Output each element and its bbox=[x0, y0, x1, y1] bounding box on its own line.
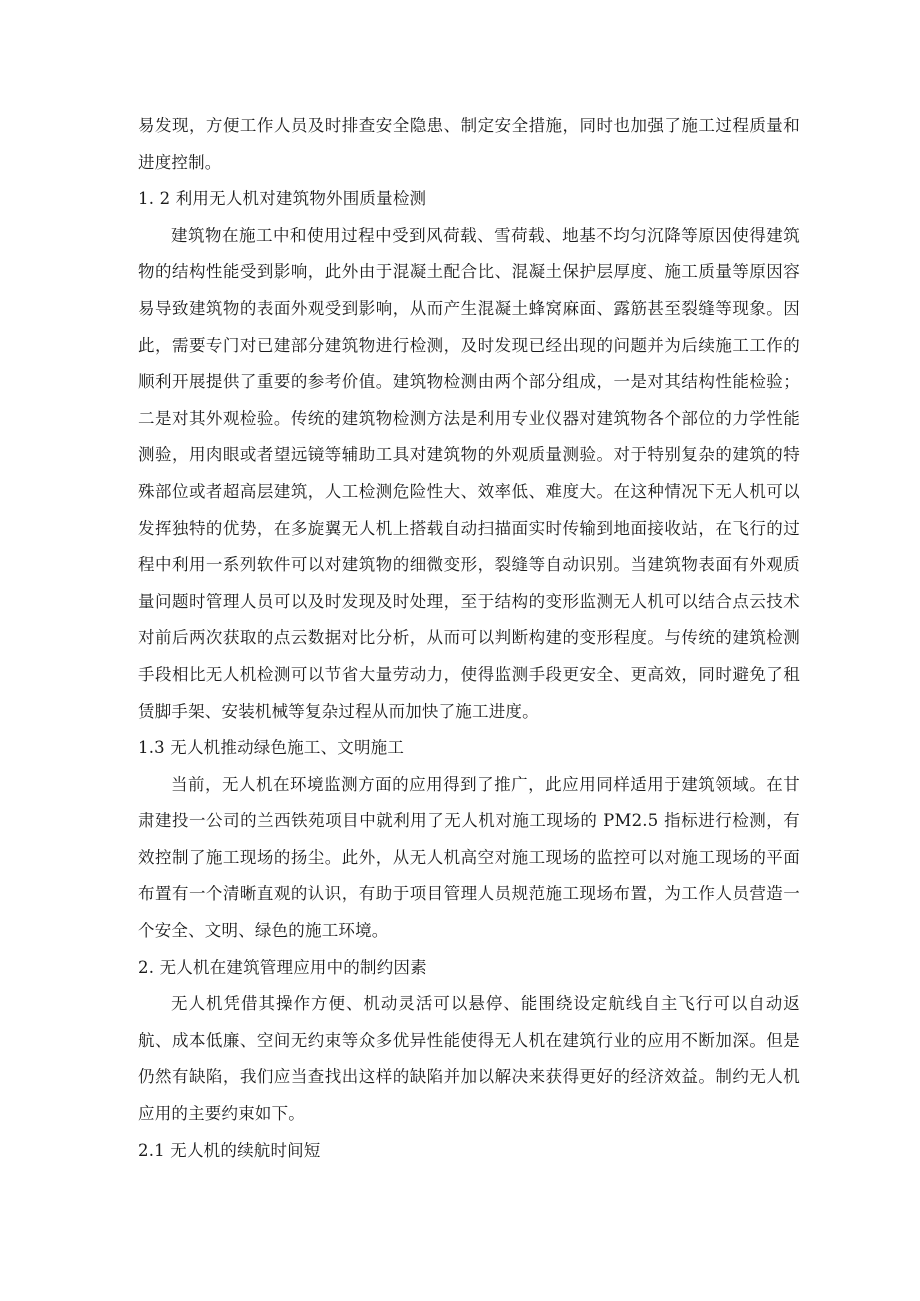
section-heading-1-2: 1. 2 利用无人机对建筑物外围质量检测 bbox=[138, 189, 427, 209]
document-body bbox=[138, 108, 800, 1169]
paragraph-building-inspection: 建筑物在施工中和使用过程中受到风荷载、雪荷载、地基不均匀沉降等原因使得建筑物的结构性能受到影响，此外由于混凝土配合比、混凝土保护层厚度、施工质量等原因容易导致建筑物的表面外观受到影响，从而产生混凝土蜂窝麻面、露筋甚至裂缝等现象。因此，需要专门对已建部分建筑物进行检测，及时发现已经出现的问题并为后续施工工作的顺利开展提供了重要的参考价值。建筑物检测由两个部分组成，一是对其结构性能检验；二是对其外观检验。传统的建筑物检测方法是利用专业仪器对建筑物各个部位的力学性能测验，用肉眼或者望远镜等辅助工具对建筑物的外观质量测验。对于特别复杂的建筑的特殊部位或者超高层建筑，人工检测危险性大、效率低、难度大。在这种情况下无人机可以发挥独特的优势，在多旋翼无人机上搭载自动扫描面实时传输到地面接收站，在飞行的过程中利用一系列软件可以对建筑物的细微变形，裂缝等自动识别。当建筑物表面有外观质量问题时管理人员可以及时发现及时处理，至于结构的变形监测无人机可以结合点云技术对前后两次获取的点云数据对比分析，从而可以判断构建的变形程度。与传统的建筑检测手段相比无人机检测可以节省大量劳动力，使得监测手段更安全、更高效，同时避免了租赁脚手架、安装机械等复杂过程从而加快了施工进度。 bbox=[138, 225, 800, 721]
paragraph-continuation: 易发现，方便工作人员及时排查安全隐患、制定安全措施，同时也加强了施工过程质量和进度控制。 bbox=[138, 116, 800, 172]
paragraph-constraints: 无人机凭借其操作方便、机动灵活可以悬停、能围绕设定航线自主飞行可以自动返航、成本低廉、空间无约束等众多优异性能使得无人机在建筑行业的应用不断加深。但是仍然有缺陷，我们应当查找出这样的缺陷并加以解决来获得更好的经济效益。制约无人机应用的主要约束如下。 bbox=[138, 994, 800, 1124]
section-heading-1-3: 1.3 无人机推动绿色施工、文明施工 bbox=[138, 738, 405, 758]
section-heading-2: 2. 无人机在建筑管理应用中的制约因素 bbox=[138, 957, 427, 977]
section-heading-2-1: 2.1 无人机的续航时间短 bbox=[138, 1140, 321, 1160]
paragraph-green-construction: 当前，无人机在环境监测方面的应用得到了推广，此应用同样适用于建筑领域。在甘肃建投一公司的兰西铁苑项目中就利用了无人机对施工现场的 PM2.5 指标进行检测，有效控制了施工现场的扬尘。此外，从无人机高空对施工现场的监控可以对施工现场的平面布置有一个清晰直观的认识，有助于项目管理人员规范施工现场布置，为工作人员营造一个安全、文明、绿色的施工环境。 bbox=[138, 774, 800, 941]
